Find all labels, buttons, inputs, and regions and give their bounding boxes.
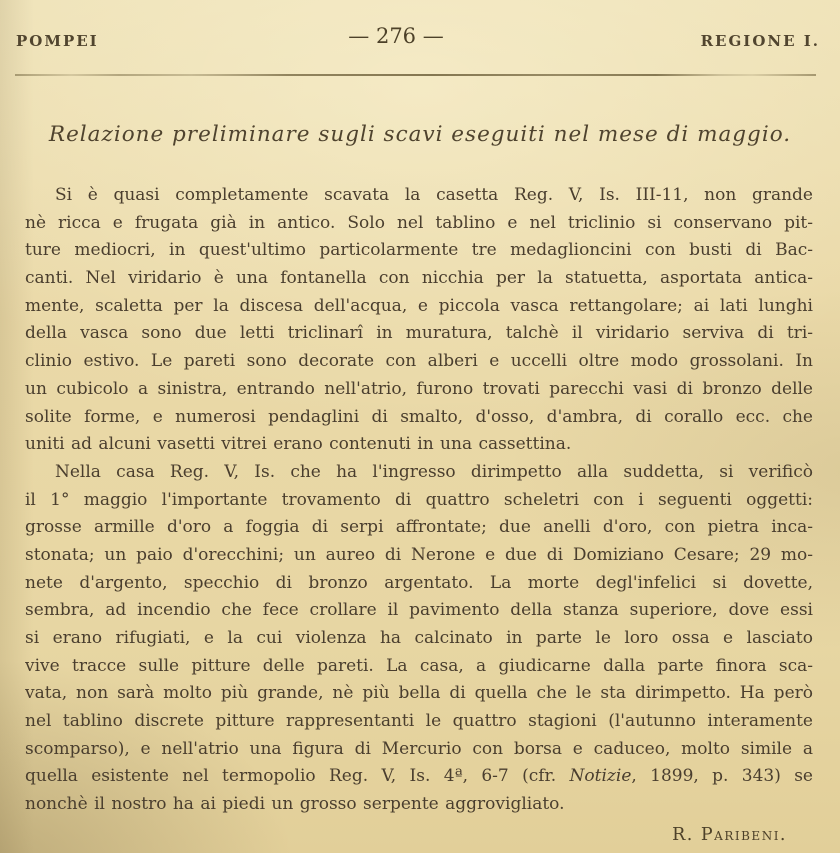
text-line: della vasca sono due letti triclinarî in muratura, talchè il viridario serviva di tri- <box>25 323 813 344</box>
report-title: Relazione preliminare sugli scavi eseguiti nel mese di maggio. <box>48 122 792 147</box>
running-header-left: POMPEI <box>16 32 99 50</box>
text-line: il 1° maggio l'importante trovamento di quattro scheletri con i seguenti oggetti: <box>25 489 813 510</box>
text-line: ture mediocri, in quest'ultimo particolarmente tre medaglioncini con busti di Bac- <box>25 240 813 261</box>
text-line: nete d'argento, specchio di bronzo argentato. La morte degl'infelici si dovette, <box>25 572 813 593</box>
text-line: mente, scaletta per la discesa dell'acqua, e piccola vasca rettangolare; ai lati lunghi <box>25 295 813 316</box>
text-line: vive tracce sulle pitture delle pareti. La casa, a giudicarne dalla parte finora sca- <box>25 655 813 676</box>
text-line: nonchè il nostro ha ai piedi un grosso serpente aggrovigliato. <box>25 794 565 815</box>
text-line: scomparso), e nell'atrio una figura di Mercurio con borsa e caduceo, molto simile a <box>25 738 813 759</box>
text-line: quella esistente nel termopolio Reg. V, Is. 4ª, 6-7 (cfr. Notizie, 1899, p. 343) se <box>25 766 813 787</box>
text-line: Nella casa Reg. V, Is. che ha l'ingresso dirimpetto alla suddetta, si verificò <box>55 461 813 482</box>
italic-citation: Notizie <box>569 766 632 787</box>
body-text <box>25 182 813 849</box>
text-line: nel tablino discrete pitture rappresentanti le quattro stagioni (l'autunno interamente <box>25 711 813 732</box>
text-line: stonata; un paio d'orecchini; un aureo di Nerone e due di Domiziano Cesare; 29 mo- <box>25 544 813 565</box>
text-line: nè ricca e frugata già in antico. Solo nel tablino e nel triclinio si conservano pit- <box>25 212 813 233</box>
text-line: clinio estivo. Le pareti sono decorate con alberi e uccelli oltre modo grossolani. In <box>25 351 813 372</box>
text-line: uniti ad alcuni vasetti vitrei erano contenuti in una cassettina. <box>25 434 572 455</box>
text-line: solite forme, e numerosi pendaglini di smalto, d'osso, d'ambra, di corallo ecc. che <box>25 406 813 427</box>
text-line: sembra, ad incendio che fece crollare il pavimento della stanza superiore, dove essi <box>25 600 813 621</box>
text-line: un cubicolo a sinistra, entrando nell'atrio, furono trovati parecchi vasi di bronzo delle <box>25 378 813 399</box>
page-number-text: — 276 — <box>348 24 444 48</box>
text-line: canti. Nel viridario è una fontanella con nicchia per la statuetta, asportata antica- <box>25 268 813 289</box>
author-signature: R. Paribeni. <box>672 824 787 845</box>
text-line: vata, non sarà molto più grande, nè più bella di quella che le sta dirimpetto. Ha però <box>25 683 813 704</box>
text-line: grosse armille d'oro a foggia di serpi affrontate; due anelli d'oro, con pietra inca- <box>25 517 813 538</box>
text-line: si erano rifugiati, e la cui violenza ha calcinato in parte le loro ossa e lasciato <box>25 628 813 648</box>
header-rule <box>15 74 816 76</box>
running-header-right: REGIONE I. <box>700 32 820 50</box>
text-line: Si è quasi completamente scavata la casetta Reg. V, Is. III-11, non grande <box>55 185 813 205</box>
